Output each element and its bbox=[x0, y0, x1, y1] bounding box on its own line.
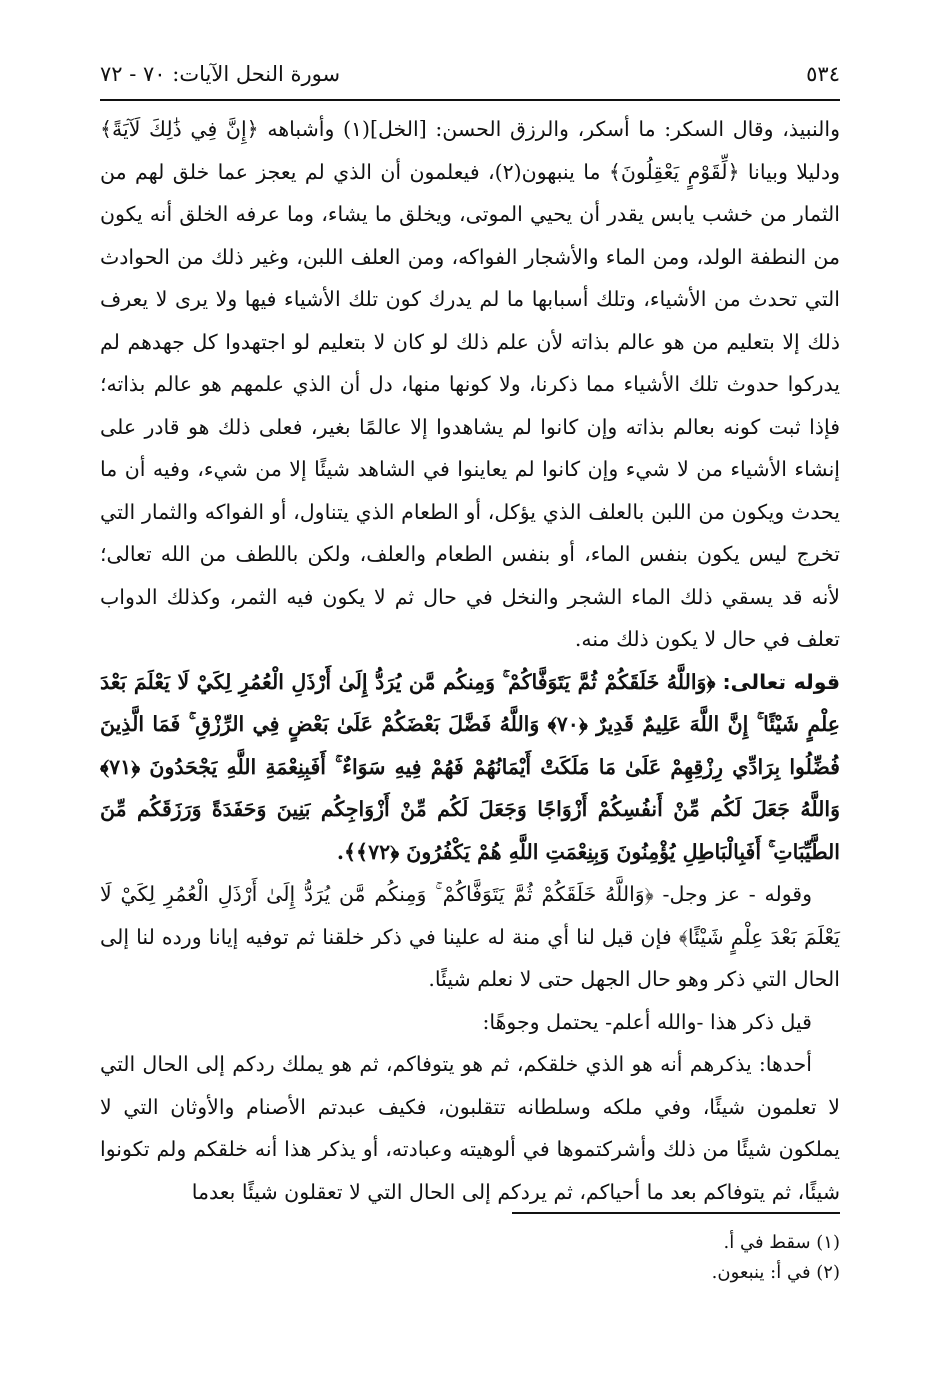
page-number: ٥٣٤ bbox=[806, 62, 840, 86]
running-header bbox=[100, 58, 840, 90]
footnote: (١) سقط في أ. bbox=[723, 1232, 840, 1253]
header-title: سورة النحل الآيات: ٧٠ - ٧٢ bbox=[100, 62, 341, 86]
paragraph: وقوله - عز وجل- ﴿وَاللَّهُ خَلَقَكُمْ ثُمَّ يَتَوَفَّاكُمْ ۚ وَمِنكُم مَّن يُرَدُّ إِلَىٰ أَرْذَلِ الْعُمُرِ لِكَيْ لَا يَعْلَمَ بَعْدَ عِلْمٍ شَيْئًا﴾ فإن قيل لنا أي منة له علينا في ذكر خلقنا ثم توفيه إيانا ورده لنا إلى الحال التي ذكر وهو حال الجهل حتى لا نعلم شيئًا. bbox=[100, 882, 840, 991]
quran-verse: ﴿وَاللَّهُ خَلَقَكُمْ ثُمَّ يَتَوَفَّاكُمْ ۚ وَمِنكُم مَّن يُرَدُّ إِلَىٰ أَرْذَلِ الْعُمُرِ لِكَيْ لَا يَعْلَمَ بَعْدَ عِلْمٍ شَيْئًا ۚ إِنَّ اللَّهَ عَلِيمٌ قَدِيرٌ ﴿٧٠﴾ وَاللَّهُ فَضَّلَ بَعْضَكُمْ عَلَىٰ بَعْضٍ فِي الرِّزْقِ ۚ فَمَا الَّذِينَ فُضِّلُوا بِرَادِّي رِزْقِهِمْ عَلَىٰ مَا مَلَكَتْ أَيْمَانُهُمْ فَهُمْ فِيهِ سَوَاءٌ ۚ أَفَبِنِعْمَةِ اللَّهِ يَجْحَدُونَ ﴿٧١﴾ وَاللَّهُ جَعَلَ لَكُم مِّنْ أَنفُسِكُمْ أَزْوَاجًا وَجَعَلَ لَكُم مِّنْ أَزْوَاجِكُم بَنِينَ وَحَفَدَةً وَرَزَقَكُم مِّنَ الطَّيِّبَاتِ ۚ أَفَبِالْبَاطِلِ يُؤْمِنُونَ وَبِنِعْمَتِ اللَّهِ هُمْ يَكْفُرُونَ ﴿٧٢﴾﴾. bbox=[100, 669, 840, 864]
paragraph: قيل ذكر هذا -والله أعلم- يحتمل وجوهًا: bbox=[482, 1009, 812, 1034]
verse-label: قوله تعالى: bbox=[722, 669, 840, 694]
paragraph: والنبيذ، وقال السكر: ما أسكر، والرزق الحسن: [الخل](١) وأشباهه ﴿إِنَّ فِي ذَٰلِكَ لَآيَةً﴾ ودليلا وبيانا ﴿لِّقَوْمٍ يَعْقِلُونَ﴾ ما ينبهون(٢)، فيعلمون أن الذي لم يعجز عما خلق لهم من الثمار من خشب يابس يقدر أن يحيي الموتى، ويخلق ما يشاء، وما عرفه الخلق أنه يكون من النطفة الولد، ومن الماء والأشجار الفواكه، ومن العلف اللبن، وغير ذلك من الحوادث التي تحدث من الأشياء، وتلك أسبابها ما لم يدرك كون تلك الأشياء فيها ولا يرى لا يعرف ذلك إلا بتعليم من هو عالم بذاته لأن علم ذلك لو كان لا بتعليم لو اجتهدوا كل جهدهم لم يدركوا حدوث تلك الأشياء مما ذكرنا، ولا كونها منها، دل أن الذي علمهم هو عالم بذاته؛ فإذا ثبت كونه بعالم بذاته وإن كانوا لم يشاهدوا إلا عالمًا بغير، فعلى ذلك هو قادر على إنشاء الأشياء من لا شيء وإن كانوا لم يعاينوا في الشاهد شيئًا إلا من شيء، وفيه أن ما يحدث ويكون من اللبن بالعلف الذي يؤكل، أو الطعام الذي يتناول، أو الفواكه والثمار التي تخرج ليس يكون بنفس الماء، أو بنفس الطعام والعلف، ولكن باللطف من الله تعالى؛ لأنه قد يسقي ذلك الماء الشجر والنخل في حال ثم لا يكون فيه الثمر، وكذلك الدواب تعلف في حال لا يكون ذلك منه. bbox=[100, 117, 840, 651]
footnote: (٢) في أ: ينبعون. bbox=[711, 1262, 840, 1283]
footnotes bbox=[100, 1228, 840, 1288]
verse-paragraph bbox=[100, 661, 840, 874]
main-text bbox=[100, 108, 840, 1213]
footnote-divider bbox=[512, 1212, 840, 1214]
paragraph: أحدها: يذكرهم أنه هو الذي خلقكم، ثم هو يتوفاكم، ثم هو يملك ردكم إلى الحال التي لا تعلمون شيئًا، وفي ملكه وسلطانه تتقلبون، فكيف عبدتم الأصنام والأوثان التي لا يملكون شيئًا من ذلك وأشركتموها في ألوهيته وعبادته، أو يذكر هذا أنه خلقكم ولم تكونوا شيئًا، ثم يتوفاكم بعد ما أحياكم، ثم يردكم إلى الحال التي لا تعقلون شيئًا بعدما bbox=[100, 1052, 840, 1204]
header-divider bbox=[100, 99, 840, 101]
